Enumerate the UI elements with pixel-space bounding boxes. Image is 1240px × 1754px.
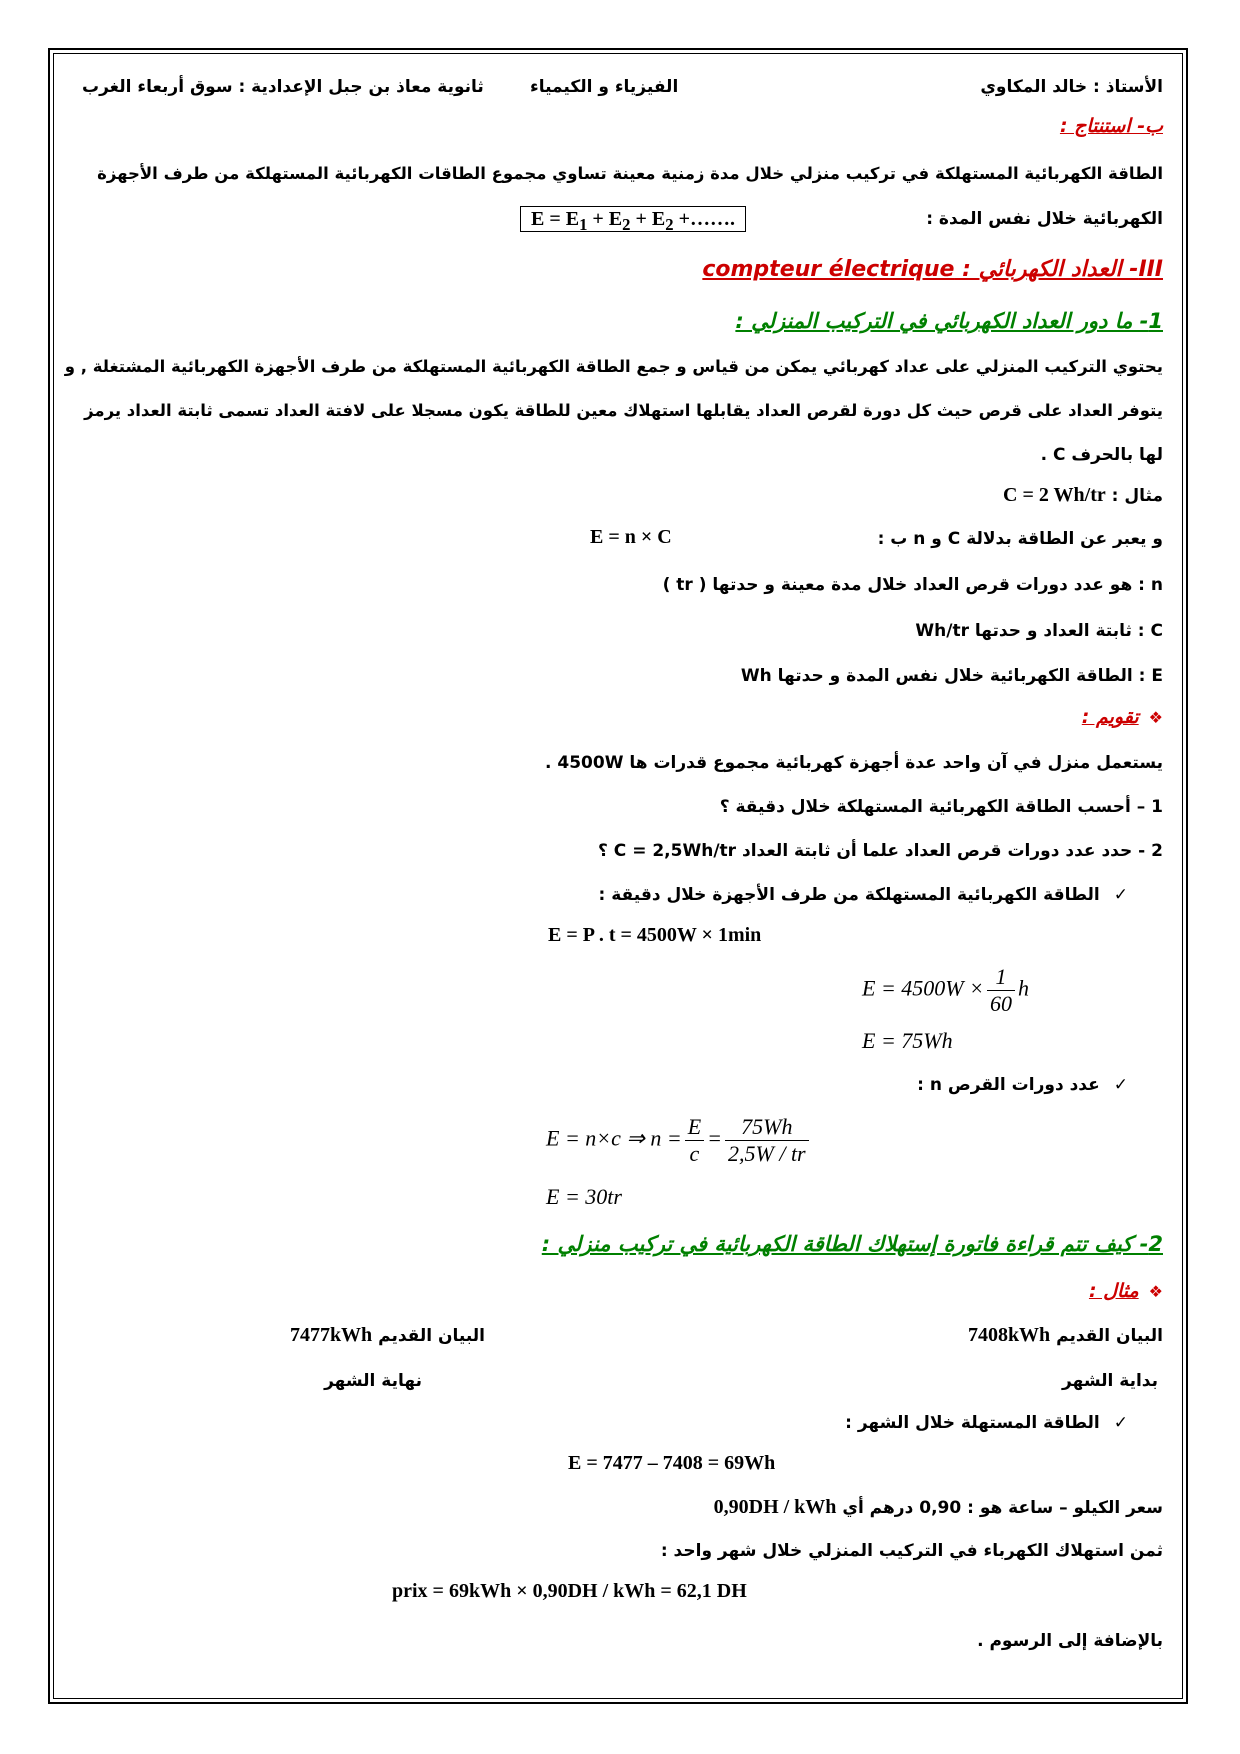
start-month: بداية الشهر [1062,1371,1158,1391]
example-value: C = 2 Wh/tr [1003,484,1106,506]
part1-title: 1- ما دور العداد الكهربائي في التركيب المنزلي : [735,309,1163,333]
consumed-equation: E = 7477 – 7408 = 69Wh [568,1452,776,1474]
example-label: مثال : [1111,486,1163,506]
part1-p1: يحتوي التركيب المنزلي على عداد كهربائي يمكن من قياس و جمع الطاقة الكهربائية المستهلكة من طرف الأجهزة الكهربائية المشتغلة , و [64,357,1163,376]
conclusion-formula: $E = E_1 + E_2 + E_2$ +……. [520,208,746,236]
conclusion-title: ب- استنتاج : [1059,115,1163,137]
def-e: E : الطاقة الكهربائية خلال نفس المدة و حدتها Wh [740,666,1163,686]
old-reading-end: البيان القديم 7477kWh [289,1324,485,1346]
energy-formula: E = n × C [590,526,672,548]
conclusion-line2: الكهربائية خلال نفس المدة : [926,209,1163,229]
old-reading-start: البيان القديم 7408kWh [967,1324,1163,1346]
question-1: 1 – أحسب الطاقة الكهربائية المستهلكة خلال دقيقة ؟ [719,797,1163,817]
cost-equation: prix = 69kWh × 0,90DH / kWh = 62,1 DH [392,1580,747,1602]
question-2: 2 - حدد عدد دورات قرص العداد علما أن ثابتة العداد C = 2,5Wh/tr ؟ [598,841,1163,861]
header-school: ثانوية معاذ بن جبل الإعدادية : سوق أربعاء الغرب [82,77,484,97]
energy-text: و يعبر عن الطاقة بدلالة C و n ب : [877,529,1163,549]
conclusion-line1: الطاقة الكهربائية المستهلكة في تركيب منزلي خلال مدة زمنية معينة تساوي مجموع الطاقات الكهربائية المستهلكة من طرف الأجهزة [97,164,1163,183]
answer-1-label: ✓الطاقة الكهربائية المستهلكة من طرف الأجهزة خلال دقيقة : [598,885,1128,905]
answer-1-equation: E = P . t = 4500W × 1min [548,924,762,946]
answer-1-result: E = 75Wh [862,1028,953,1053]
part1-p3: لها بالحرف C . [1040,445,1163,465]
fees-note: بالإضافة إلى الرسوم . [977,1631,1163,1651]
bullet-icon: ❖ [1148,708,1163,727]
answer-1-calc: E = 4500W × $\frac{1}{60}$ h [862,964,1029,1016]
answer-2-label: ✓عدد دورات القرص n : [917,1075,1128,1095]
consumed-label: ✓الطاقة المستهلة خلال الشهر : [845,1413,1128,1433]
header-teacher: الأستاذ : خالد المكاوي [980,77,1163,97]
price-line: سعر الكيلو – ساعة هو : 0,90 درهم أي 0,90DH / kWh [713,1496,1163,1518]
part2-example-title: مثال : [1088,1280,1139,1302]
evaluation-title: تقويم : [1081,706,1139,728]
evaluation-heading [1082,706,1163,729]
section3-title: III- العداد الكهربائي : compteur électrique [702,257,1163,282]
part1-p2: يتوفر العداد على قرص حيث كل دورة لقرص العداد يقابلها استهلاك معين للطاقة يكون مسجلا على لافتة العداد تسمى ثابتة العداد يرمز [84,401,1163,420]
answer-2-calc: E = n×c ⇒ n = $\frac{E}{c}$ = $\frac{75Wh}{2,5W / tr}$ [546,1114,812,1167]
check-icon: ✓ [1113,1075,1128,1095]
def-n: n : هو عدد دورات قرص العداد خلال مدة معينة و حدتها ( tr ) [662,575,1163,595]
header-subject: الفيزياء و الكيمياء [530,77,679,97]
part2-example-heading [1089,1280,1163,1303]
end-month: نهاية الشهر [324,1371,422,1391]
part1-example [1003,484,1163,507]
bullet-icon: ❖ [1148,1282,1163,1301]
part2-title: 2- كيف تتم قراءة فاتورة إستهلاك الطاقة الكهربائية في تركيب منزلي : [541,1232,1163,1256]
check-icon: ✓ [1113,1413,1128,1433]
def-c: C : ثابتة العداد و حدتها Wh/tr [915,621,1163,641]
evaluation-statement: يستعمل منزل في آن واحد عدة أجهزة كهربائية مجموع قدرات ها 4500W . [544,753,1163,773]
check-icon: ✓ [1113,885,1128,905]
answer-2-result: E = 30tr [546,1184,622,1209]
cost-label: ثمن استهلاك الكهرباء في التركيب المنزلي خلال شهر واحد : [660,1541,1163,1561]
